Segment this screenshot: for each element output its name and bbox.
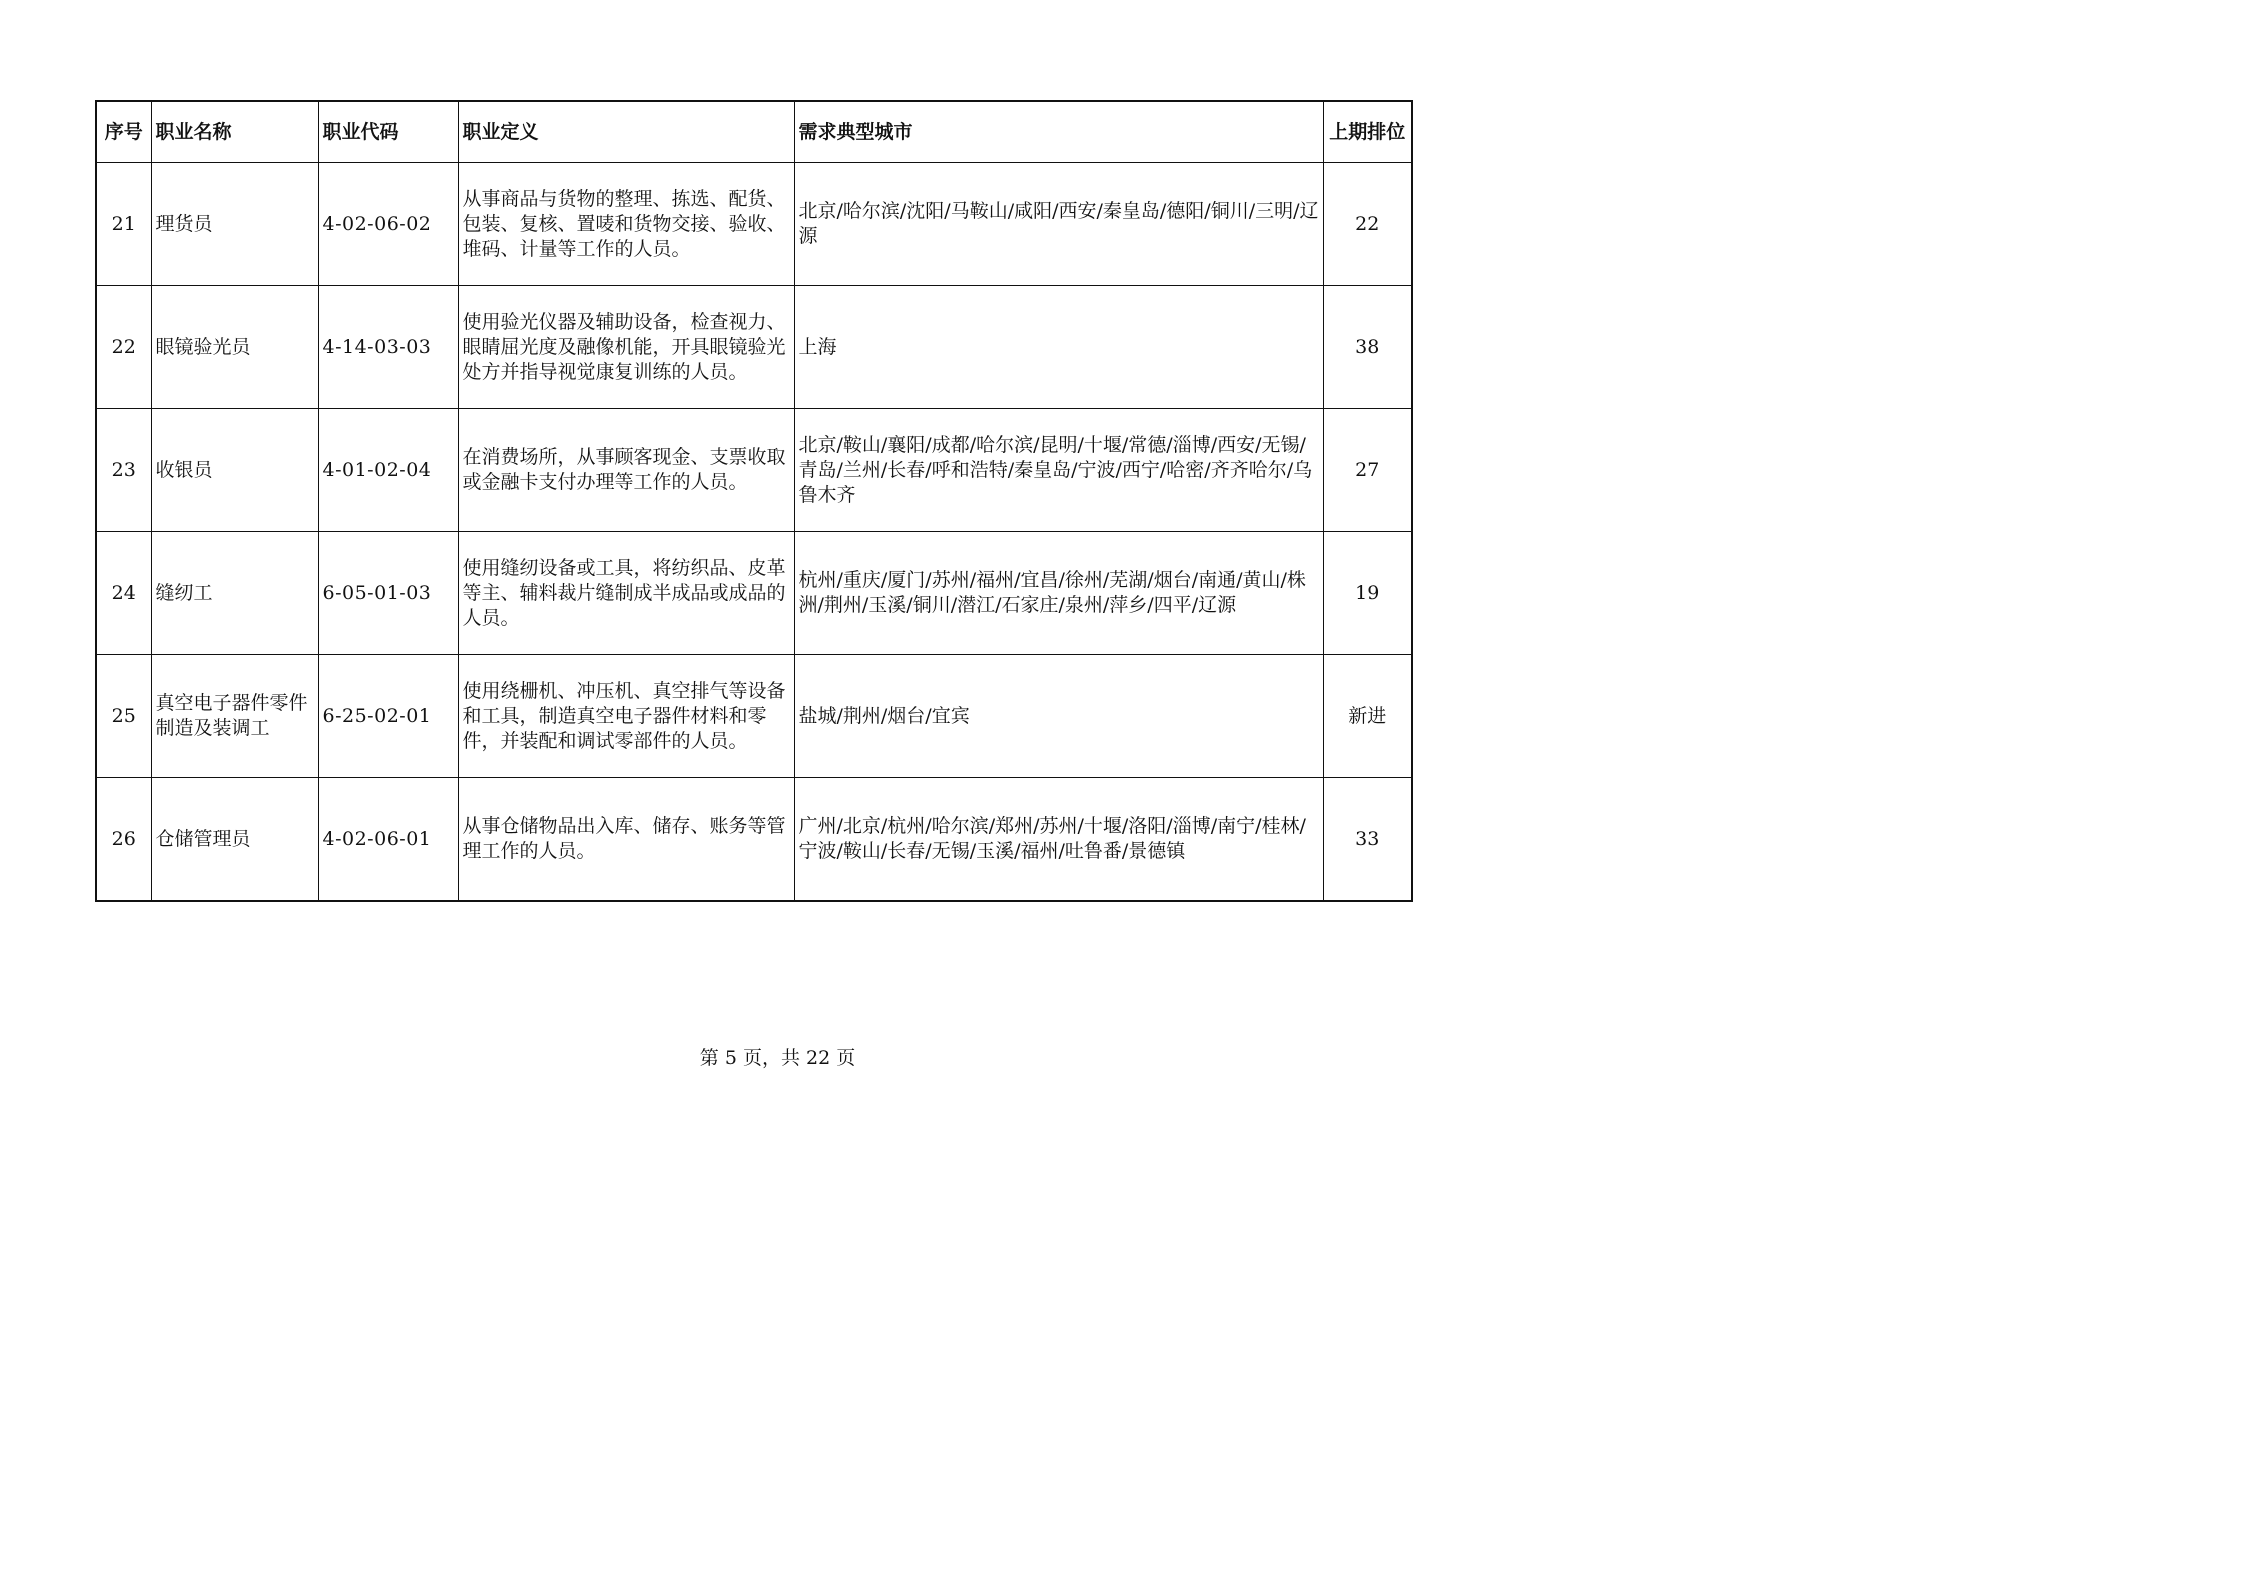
cell-name: 眼镜验光员 (151, 286, 318, 409)
table-header (96, 101, 1412, 163)
header-definition: 职业定义 (458, 101, 794, 163)
cell-definition: 在消费场所，从事顾客现金、支票收取或金融卡支付办理等工作的人员。 (458, 409, 794, 532)
cell-seq: 23 (96, 409, 151, 532)
cell-code: 6-25-02-01 (318, 655, 458, 778)
cell-cities: 盐城/荆州/烟台/宜宾 (794, 655, 1323, 778)
cell-name: 理货员 (151, 163, 318, 286)
header-row (96, 101, 1412, 163)
table-row (96, 532, 1412, 655)
cell-seq: 22 (96, 286, 151, 409)
cell-cities: 北京/哈尔滨/沈阳/马鞍山/咸阳/西安/秦皇岛/德阳/铜川/三明/辽源 (794, 163, 1323, 286)
cell-prev-rank: 38 (1323, 286, 1412, 409)
cell-cities: 北京/鞍山/襄阳/成都/哈尔滨/昆明/十堰/常德/淄博/西安/无锡/青岛/兰州/长春/呼和浩特/秦皇岛/宁波/西宁/哈密/齐齐哈尔/乌鲁木齐 (794, 409, 1323, 532)
cell-definition: 使用缝纫设备或工具，将纺织品、皮革等主、辅料裁片缝制成半成品或成品的人员。 (458, 532, 794, 655)
cell-name: 收银员 (151, 409, 318, 532)
cell-seq: 21 (96, 163, 151, 286)
table-row (96, 286, 1412, 409)
cell-code: 4-14-03-03 (318, 286, 458, 409)
cell-seq: 25 (96, 655, 151, 778)
header-cities: 需求典型城市 (794, 101, 1323, 163)
cell-definition: 使用验光仪器及辅助设备，检查视力、眼睛屈光度及融像机能，开具眼镜验光处方并指导视觉康复训练的人员。 (458, 286, 794, 409)
header-name: 职业名称 (151, 101, 318, 163)
header-code: 职业代码 (318, 101, 458, 163)
occupation-table (95, 100, 1413, 902)
cell-cities: 杭州/重庆/厦门/苏州/福州/宜昌/徐州/芜湖/烟台/南通/黄山/株洲/荆州/玉溪/铜川/潜江/石家庄/泉州/萍乡/四平/辽源 (794, 532, 1323, 655)
cell-code: 4-02-06-02 (318, 163, 458, 286)
cell-cities: 广州/北京/杭州/哈尔滨/郑州/苏州/十堰/洛阳/淄博/南宁/桂林/宁波/鞍山/长春/无锡/玉溪/福州/吐鲁番/景德镇 (794, 778, 1323, 902)
header-prev-rank: 上期排位 (1323, 101, 1412, 163)
page-footer: 第 5 页，共 22 页 (699, 1047, 856, 1069)
cell-name: 仓储管理员 (151, 778, 318, 902)
cell-prev-rank: 22 (1323, 163, 1412, 286)
cell-prev-rank: 19 (1323, 532, 1412, 655)
cell-cities: 上海 (794, 286, 1323, 409)
cell-definition: 从事仓储物品出入库、储存、账务等管理工作的人员。 (458, 778, 794, 902)
cell-name: 缝纫工 (151, 532, 318, 655)
table-row (96, 778, 1412, 902)
cell-prev-rank: 新进 (1323, 655, 1412, 778)
cell-name: 真空电子器件零件制造及装调工 (151, 655, 318, 778)
cell-code: 6-05-01-03 (318, 532, 458, 655)
cell-prev-rank: 27 (1323, 409, 1412, 532)
cell-seq: 24 (96, 532, 151, 655)
cell-seq: 26 (96, 778, 151, 902)
table-row (96, 655, 1412, 778)
document-page (0, 0, 1555, 1100)
header-seq: 序号 (96, 101, 151, 163)
cell-prev-rank: 33 (1323, 778, 1412, 902)
cell-code: 4-02-06-01 (318, 778, 458, 902)
table-body (96, 163, 1412, 902)
table-row (96, 409, 1412, 532)
table-row (96, 163, 1412, 286)
cell-definition: 使用绕栅机、冲压机、真空排气等设备和工具，制造真空电子器件材料和零件，并装配和调试零部件的人员。 (458, 655, 794, 778)
cell-definition: 从事商品与货物的整理、拣选、配货、包装、复核、置唛和货物交接、验收、堆码、计量等工作的人员。 (458, 163, 794, 286)
cell-code: 4-01-02-04 (318, 409, 458, 532)
